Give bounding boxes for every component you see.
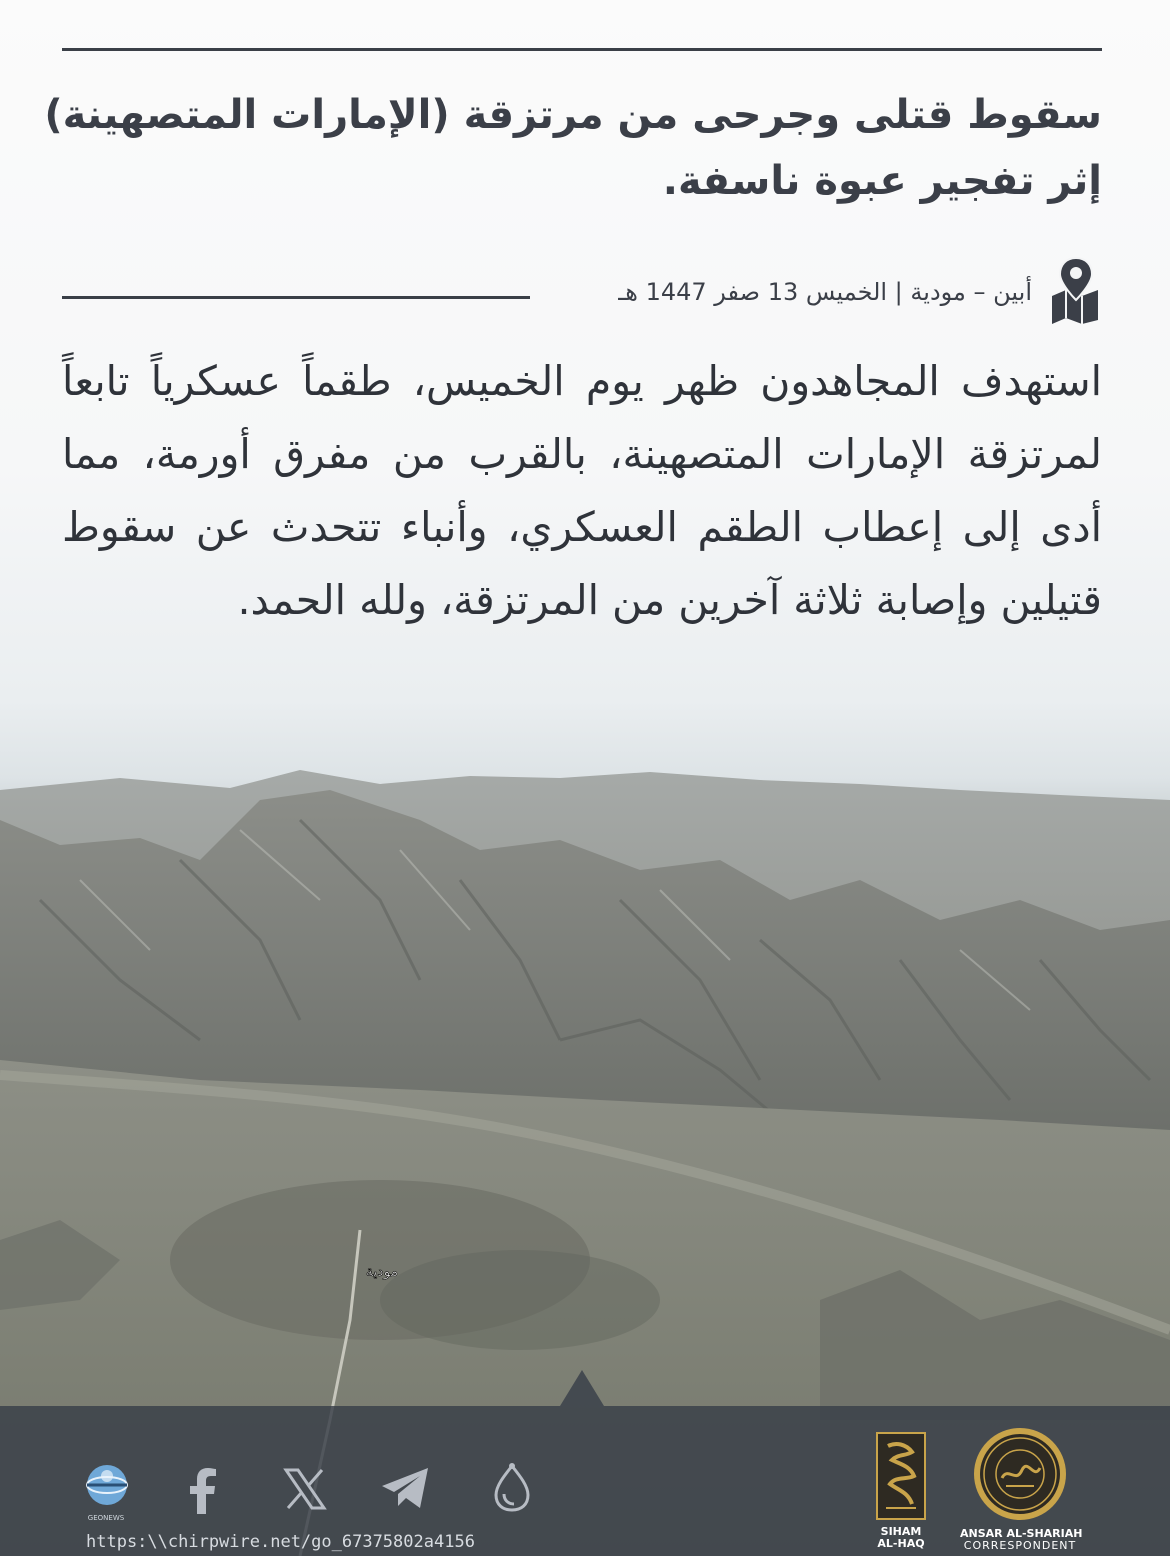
ansar-caption-2: CORRESPONDENT bbox=[963, 1539, 1077, 1552]
location-date: أبين – مودية | الخميس 13 صفر 1447 هـ bbox=[618, 278, 1032, 306]
source-url[interactable]: https:\\chirpwire.net/go_67375802a4156 bbox=[86, 1532, 475, 1552]
x-icon[interactable] bbox=[282, 1466, 328, 1512]
siham-caption-2: AL-HAQ bbox=[877, 1537, 925, 1550]
article-body: استهدف المجاهدون ظهر يوم الخميس، طقماً عسكرياً تابعاً لمرتزقة الإمارات المتصهينة، بالقرب من مفرق أورمة، مما أدى إلى إعطاب الطقم العسكري، وأنباء تتحدث عن سقوط قتيلين وإصابة ثلاثة آخرين من المرتزقة، ولله الحمد. bbox=[62, 357, 1102, 624]
footer-notch bbox=[560, 1370, 604, 1406]
facebook-icon[interactable] bbox=[186, 1468, 220, 1514]
ansar-caption-1: ANSAR AL-SHARIAH bbox=[960, 1527, 1083, 1540]
siham-caption-1: SIHAM bbox=[880, 1525, 922, 1538]
siham-al-haq-logo-icon bbox=[876, 1432, 926, 1520]
top-divider bbox=[62, 48, 1102, 51]
map-place-label: مودية bbox=[365, 1264, 399, 1280]
meta-divider bbox=[62, 296, 530, 299]
drop-icon[interactable] bbox=[490, 1462, 534, 1514]
meta-row bbox=[62, 256, 1102, 326]
headline: سقوط قتلى وجرحى من مرتزقة (الإمارات المتصهينة) إثر تفجير عبوة ناسفة. bbox=[44, 92, 1102, 204]
map-pin-icon bbox=[1046, 256, 1102, 324]
geonews-label: GEONEWS bbox=[87, 1514, 125, 1522]
telegram-icon[interactable] bbox=[380, 1466, 432, 1510]
geonews-icon[interactable] bbox=[84, 1462, 130, 1508]
ansar-al-shariah-seal-icon bbox=[972, 1426, 1068, 1522]
